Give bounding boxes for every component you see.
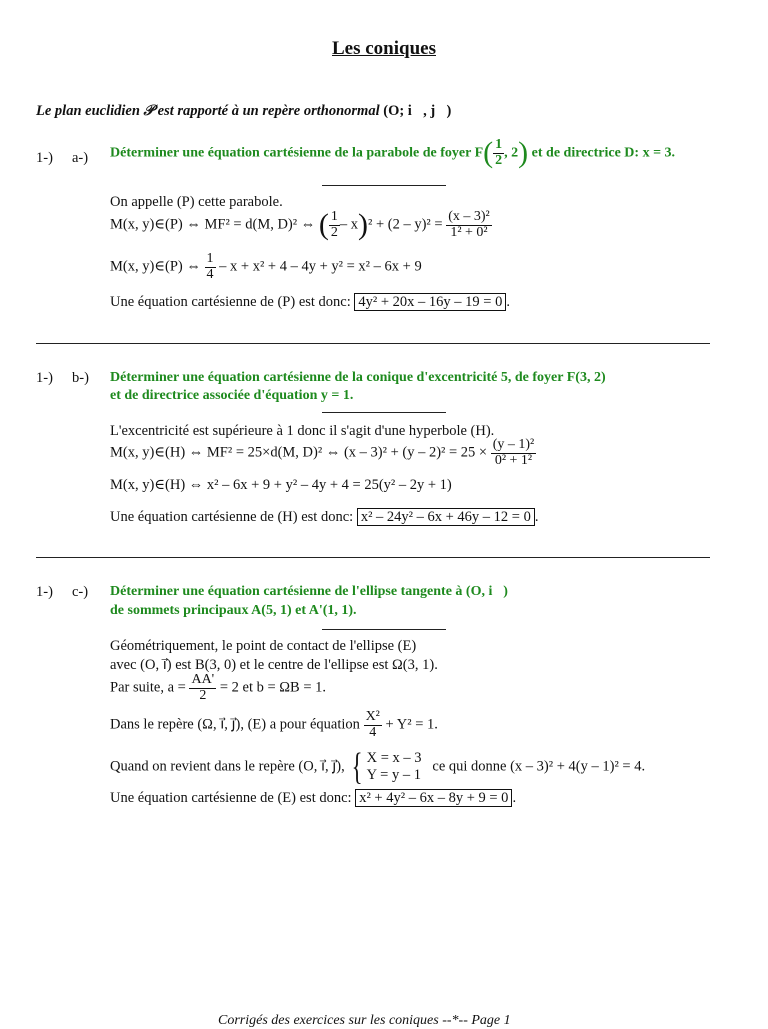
q1c-line3-frac [189,673,216,703]
q1b-part: b-) [72,370,89,386]
q1c-line4-frac-den: 4 [369,724,377,740]
q1a-paren-close: ) [518,136,529,170]
intro-frame: (O; i⃗, j⃗) [383,103,452,119]
q1a-underline [322,185,446,186]
q1c-line3-a: Par suite, a = [110,679,186,696]
q1a-number: 1-) [36,150,53,166]
q1b-answer-box: x² – 24y² – 6x + 46y – 12 = 0 [357,508,535,526]
q1a-line4-text: Une équation cartésienne de (P) est donc: [110,294,351,310]
system-brace: { [352,746,363,788]
q1a-line2-c: ² + (2 – y)² = [367,216,443,233]
q1c-line2: avec (O, i⃗) est B(3, 0) et le centre de l'ellipse est Ω(3, 1). [110,657,438,673]
q1a-line1: On appelle (P) cette parabole. [110,194,283,210]
q1c-number: 1-) [36,584,53,600]
q1b-number: 1-) [36,370,53,386]
q1a-line3-frac [205,252,216,282]
q1a-line3-b: – x + x² + 4 – 4y + y² = x² – 6x + 9 [219,258,422,275]
separator-2 [36,557,710,558]
q1a-line2-paren-open: ( [318,208,329,242]
q1b-prompt-1: Déterminer une équation cartésienne de la conique d'excentricité 5, de foyer F(3, 2) [110,370,606,385]
q1c-line3-frac-den: 2 [199,687,207,703]
q1b-line2-frac-den: 0² + 1² [494,452,533,468]
q1a-line2-frac1-den: 2 [330,224,338,240]
q1a-paren-open: ( [483,136,494,170]
q1c-line4-frac-num: X² [365,709,380,724]
q1a-line3-a: M(x, y)∈(P) ⇔ [110,258,201,275]
q1b-line4: Une équation cartésienne de (H) est donc: x² – 24y² – 6x + 46y – 12 = 0 . [110,509,539,525]
q1c-prompt-2: de sommets principaux A(5, 1) et A'(1, 1). [110,603,357,618]
q1c-prompt-1: Déterminer une équation cartésienne de l'ellipse tangente à (O, i⃗) [110,584,508,599]
intro-text: Le plan euclidien [36,103,140,119]
q1b-line3: M(x, y)∈(H) ⇔ x² – 6x + 9 + y² – 4y + 4 = 25(y² – 2y + 1) [110,477,452,493]
q1a-line3 [110,252,422,282]
q1a-part: a-) [72,150,89,166]
q1b-line2-frac [491,438,537,468]
separator-1 [36,343,710,344]
q1c-line5 [110,748,645,786]
page-footer: Corrigés des exercices sur les coniques --*-- Page 1 [218,1013,511,1028]
q1a-line2-frac2-num: (x – 3)² [448,209,490,224]
q1a-line2-frac1-num: 1 [330,209,338,224]
q1c-line4 [110,710,438,740]
q1b-line4-text: Une équation cartésienne de (H) est donc: [110,509,354,525]
q1a-line2-frac1 [329,210,340,240]
q1a-focus-den: 2 [495,152,503,168]
q1a-line3-frac-den: 4 [206,266,214,282]
q1a-line2-a: M(x, y)∈(P) ⇔ MF² = d(M, D)² ⇔ [110,216,316,233]
q1b-line1: L'excentricité est supérieure à 1 donc il s'agit d'une hyperbole (H). [110,423,495,439]
q1c-part: c-) [72,584,89,600]
q1a-focus-num: 1 [495,137,503,152]
q1a-line2-frac2-den: 1² + 0² [450,224,488,240]
intro-text-2: est rapporté à un repère orthonormal [157,103,380,119]
q1a-prompt-pre: Déterminer une équation cartésienne de la parabole de foyer F [110,145,484,161]
q1c-system-line1: X = x – 3 [366,749,422,766]
q1b-line2-frac-num: (y – 1)² [492,437,535,452]
q1a-line2-frac2 [446,210,492,240]
q1a-focus-fraction [493,138,504,168]
q1c-line5-a: Quand on revient dans le repère (O, i⃗, j⃗), [110,758,345,775]
q1c-line3-frac-num: AA' [191,672,215,687]
q1c-line4-a: Dans le repère (Ω, i⃗, j⃗), (E) a pour équation [110,716,360,733]
q1c-answer-box: x² + 4y² – 6x – 8y + 9 = 0 [355,789,512,807]
q1b-underline [322,412,446,413]
q1c-line4-frac [364,710,382,740]
q1a-prompt [110,138,675,168]
q1a-line2-paren-close: ) [357,208,368,242]
q1c-line4-b: + Y² = 1. [385,716,438,733]
q1c-line5-b: ce qui donne (x – 3)² + 4(y – 1)² = 4. [432,758,646,775]
q1b-line2-a: M(x, y)∈(H) ⇔ MF² = 25×d(M, D)² ⇔ (x – 3)² + (y – 2)² = 25 × [110,444,488,461]
q1b-line2 [110,438,536,468]
q1a-line3-frac-num: 1 [206,251,214,266]
q1c-line3 [110,673,326,703]
page-title: Les coniques [332,38,436,59]
intro-statement [36,103,451,120]
q1c-line6-text: Une équation cartésienne de (E) est donc: [110,790,352,806]
intro-plane-symbol: 𝒫 [143,103,155,119]
q1a-line2-b: – x [339,216,358,233]
q1a-prompt-post: et de directrice D: x = 3. [528,145,676,161]
q1c-line6: Une équation cartésienne de (E) est donc: x² + 4y² – 6x – 8y + 9 = 0 . [110,790,517,806]
q1c-line1: Géométriquement, le point de contact de l'ellipse (E) [110,638,417,654]
q1c-line3-b: = 2 et b = ΩB = 1. [219,679,327,696]
q1b-prompt-2: et de directrice associée d'équation y = 1. [110,388,354,403]
q1a-focus-rest: , 2 [504,145,519,161]
q1a-answer-box: 4y² + 20x – 16y – 19 = 0 [354,293,506,311]
q1c-underline [322,629,446,630]
q1c-system [367,750,422,785]
q1c-system-line2: Y = y – 1 [366,767,421,783]
q1a-line4: Une équation cartésienne de (P) est donc: 4y² + 20x – 16y – 19 = 0 . [110,294,510,310]
q1a-line2 [110,210,492,240]
